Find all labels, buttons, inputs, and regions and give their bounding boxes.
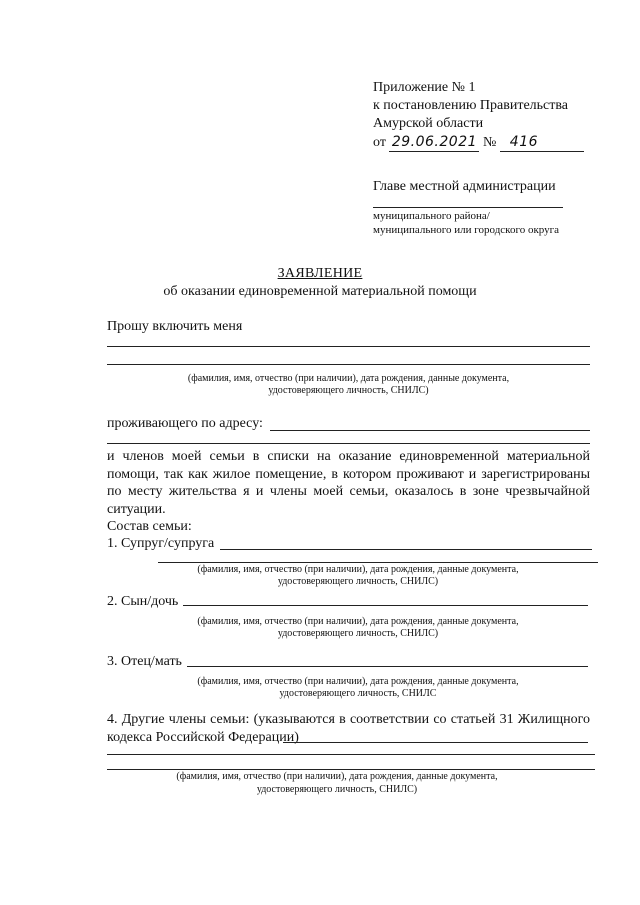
other-members-label: 4. Другие члены семьи: (указываются в соответствии со статьей 31 Жилищного кодекса Российской Федерации) <box>107 712 590 745</box>
child-hint-2: удостоверяющего личность, СНИЛС) <box>277 628 439 639</box>
request-text: Прошу включить меня <box>107 319 243 334</box>
addressee-line <box>373 207 563 208</box>
other-hint-1: (фамилия, имя, отчество (при наличии), дата рождения, данные документа, <box>176 771 498 782</box>
parent-line[interactable] <box>187 666 588 667</box>
other-hint-2: удостоверяющего личность, СНИЛС) <box>256 784 418 795</box>
spouse-line-1[interactable] <box>220 549 592 550</box>
parent-hint-1: (фамилия, имя, отчество (при наличии), дата рождения, данные документа, <box>197 676 519 687</box>
spouse-hint-1: (фамилия, имя, отчество (при наличии), дата рождения, данные документа, <box>197 564 519 575</box>
family-label: Состав семьи: <box>107 519 192 534</box>
parent-label: 3. Отец/мать <box>107 654 182 669</box>
number-value: 416 <box>500 133 584 152</box>
address-line-2[interactable] <box>107 443 590 444</box>
spouse-hint-2: удостоверяющего личность, СНИЛС) <box>277 576 439 587</box>
applicant-hint-1: (фамилия, имя, отчество (при наличии), дата рождения, данные документа, <box>187 373 510 384</box>
appendix-line2: к постановлению Правительства <box>373 98 569 113</box>
spouse-label: 1. Супруг/супруга <box>107 536 215 551</box>
applicant-line-2[interactable] <box>107 364 590 365</box>
parent-hint-2: удостоверяющего личность, СНИЛС <box>279 688 437 699</box>
other-line-2[interactable] <box>107 754 595 755</box>
number-prefix: № <box>482 135 497 150</box>
child-line[interactable] <box>183 605 588 606</box>
addressee-hint-1: муниципального района/ <box>373 210 490 222</box>
document-subtitle: об оказании единовременной материальной помощи <box>163 284 477 299</box>
appendix-line1: Приложение № 1 <box>373 80 476 95</box>
addressee-title: Главе местной администрации <box>373 179 556 194</box>
statement-paragraph: и членов моей семьи в списки на оказание единовременной материальной помощи, так как жилое помещение, в котором проживают и зарегистрированы по месту жительства я и члены моей семьи, оказалось в зоне чрезвычайной ситуации. <box>107 449 590 517</box>
child-hint-1: (фамилия, имя, отчество (при наличии), дата рождения, данные документа, <box>197 616 519 627</box>
appendix-date-row <box>373 133 588 153</box>
addressee-hint-2: муниципального или городского округа <box>373 224 560 236</box>
date-prefix: от <box>373 135 386 150</box>
other-line-1[interactable] <box>283 742 588 743</box>
applicant-hint-2: удостоверяющего личность, СНИЛС) <box>268 385 429 396</box>
address-line-1[interactable] <box>270 430 590 431</box>
document-title: ЗАЯВЛЕНИЕ <box>277 266 363 281</box>
address-label: проживающего по адресу: <box>107 416 263 431</box>
date-value: 29.06.2021 <box>389 133 479 152</box>
applicant-line-1[interactable] <box>107 346 590 347</box>
child-label: 2. Сын/дочь <box>107 594 179 609</box>
appendix-line3: Амурской области <box>373 116 484 131</box>
